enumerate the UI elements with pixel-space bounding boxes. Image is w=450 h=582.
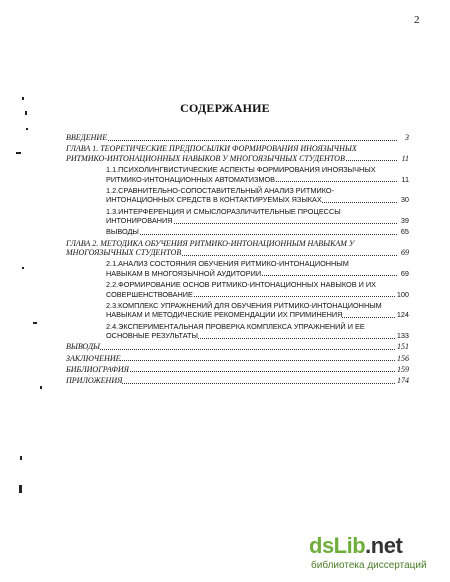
page-number: 2 [414,14,420,26]
toc-entry [106,165,409,184]
toc-entry-title-line: ИНТОНАЦИОННЫХ СРЕДСТВ В КОНТАКТИРУЕМЫХ ЯЗЫКАХ [106,195,322,205]
toc-entry [66,239,409,258]
toc-entry-title-line: ВВЕДЕНИЕ [66,133,108,142]
toc-entry [106,301,409,320]
toc-entry [66,133,409,143]
toc-entry-title-line: ЗАКЛЮЧЕНИЕ [66,353,121,363]
toc-entry-title-line: СОВЕРШЕНСТВОВАНИЕ [106,289,193,299]
toc-entry [106,186,409,205]
toc-entry [66,376,409,386]
toc-entry-page: 151 [397,342,409,352]
watermark [309,533,439,575]
toc-entry [106,322,409,341]
scan-mark [26,128,28,130]
scan-mark [33,322,37,324]
toc-entry-title-line: БИБЛИОГРАФИЯ [66,364,129,374]
dot-leader [106,234,397,235]
toc-entry-title-line: РИТМИКО-ИНТОНАЦИОННЫХ НАВЫКОВ У МНОГОЯЗЫЧНЫХ СТУДЕНТОВ [66,153,345,163]
toc-entry-page: 30 [400,195,409,205]
toc-entry-title-line: 1.1.ПСИХОЛИНГВИСТИЧЕСКИЕ АСПЕКТЫ ФОРМИРОВАНИЯ ИНОЯЗЫЧНЫХ [106,164,376,174]
scan-mark [20,456,22,460]
toc-entry-page: 11 [401,174,409,184]
toc-entry-page: 133 [396,331,409,341]
toc-entry-page: 69 [401,248,409,258]
toc-entry-title-line: ИНТОНИРОВАНИЯ [106,216,173,226]
toc-entry-title-line: 2.4.ЭКСПЕРИМЕНТАЛЬНАЯ ПРОВЕРКА КОМПЛЕКСА УПРАЖНЕНИЙ И ЕЕ [106,321,365,331]
toc-entry-title-line: 1.2.СРАВНИТЕЛЬНО-СОПОСТАВИТЕЛЬНЫЙ АНАЛИЗ РИТМИКО- [106,185,334,195]
toc-entry [106,259,409,278]
toc-entry-page: 39 [400,216,409,226]
toc-entry-title-line: ВЫВОДЫ [66,342,101,352]
scan-mark [22,97,24,100]
toc-entry-title-line: ГЛАВА 1. ТЕОРЕТИЧЕСКИЕ ПРЕДПОСЫЛКИ ФОРМИРОВАНИЯ ИНОЯЗЫЧНЫХ [66,144,357,154]
toc-entry-page: 100 [396,289,409,299]
table-of-contents [66,133,409,387]
toc-entry [106,280,409,299]
scan-mark [16,152,21,154]
toc-entry-title-line: 2.1.АНАЛИЗ СОСТОЯНИЯ ОБУЧЕНИЯ РИТМИКО-ИНТОНАЦИОННЫМ [106,259,349,269]
toc-entry-title-line: ВЫВОДЫ [106,227,139,237]
toc-entry [66,342,409,352]
toc-entry-title-line: 2.2.ФОРМИРОВАНИЕ ОСНОВ РИТМИКО-ИНТОНАЦИОННЫХ НАВЫКОВ И ИХ [106,280,376,290]
watermark-tagline: библиотека диссертаций [311,560,427,571]
toc-entry [66,144,409,163]
scan-mark [19,485,22,493]
toc-entry-title-line: 2.3.КОМПЛЕКС УПРАЖНЕНИЙ ДЛЯ ОБУЧЕНИЯ РИТМИКО-ИНТОНАЦИОННЫМ [106,300,382,310]
watermark-logo-name: dsLib [309,533,366,558]
toc-entry-title-line: НАВЫКАМ И МЕТОДИЧЕСКИЕ РЕКОМЕНДАЦИИ ИХ ПРИМИНЕНИЯ [106,310,343,320]
scan-mark [40,386,42,389]
toc-entry-page: 11 [401,153,409,163]
scan-mark [22,267,24,269]
toc-entry-page: 159 [397,364,409,374]
dot-leader [66,349,397,350]
toc-entry-title-line: МНОГОЯЗЫЧНЫХ СТУДЕНТОВ [66,248,182,258]
toc-entry [66,365,409,375]
toc-entry-page: 65 [400,227,409,237]
toc-entry-page: 174 [397,375,409,385]
watermark-logo [309,533,402,559]
toc-entry-title-line: ПРИЛОЖЕНИЯ [66,375,123,385]
toc-entry-page: 156 [397,353,409,363]
toc-entry-title-line: РИТМИКО-ИНТОНАЦИОННЫХ АВТОМАТИЗМОВ [106,174,275,184]
toc-entry-title-line: ОСНОВНЫЕ РЕЗУЛЬТАТЫ [106,331,198,341]
toc-entry [106,227,409,237]
toc-entry [66,354,409,364]
dot-leader [66,140,397,141]
toc-entry-page: 69 [400,268,409,278]
toc-entry-title-line: НАВЫКАМ В МНОГОЯЗЫЧНОЙ АУДИТОРИИ [106,268,262,278]
toc-entry-title-line: 1.3.ИНТЕРФЕРЕНЦИЯ И СМЫСЛОРАЗЛИЧИТЕЛЬНЫЕ ПРОЦЕССЫ [106,206,341,216]
watermark-logo-suffix: .net [365,533,403,558]
toc-entry-page: 3 [405,133,409,142]
toc-title: СОДЕРЖАНИЕ [180,101,270,115]
toc-entry [106,207,409,226]
toc-entry-title-line: ГЛАВА 2. МЕТОДИКА ОБУЧЕНИЯ РИТМИКО-ИНТОНАЦИОННЫМ НАВЫКАМ У [66,238,355,248]
toc-entry-page: 124 [396,310,409,320]
